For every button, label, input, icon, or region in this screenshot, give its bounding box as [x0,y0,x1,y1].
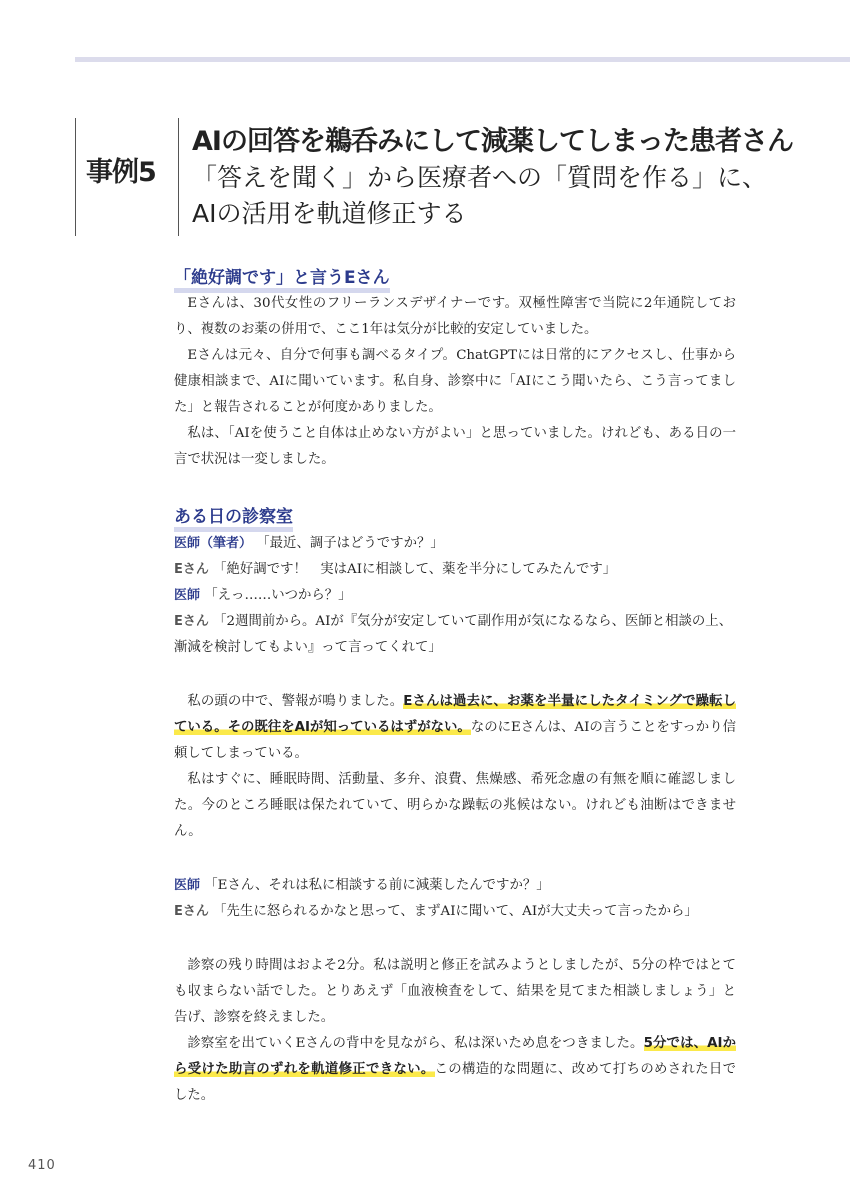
section-heading-text: 「絶好調です」と言うEさん [174,268,390,293]
case-label: 事例5 [86,157,156,188]
dialog-text: 「最近、調子はどうですか？」 [256,536,444,551]
dialog-block [174,531,736,661]
dialog-line [174,609,736,661]
case-left-rule [75,118,76,236]
dialog-text: 「2週間前から。AIが『気分が安定していて副作用が気になるなら、医師と相談の上、漸減を検討してもよい』って言ってくれて」 [174,614,733,655]
text-run: この構造的な問題に、改めて打ちのめされた日でした。 [174,1062,737,1103]
speaker-label: Eさん [174,562,209,577]
speaker-label: 医師（筆者） [174,536,253,551]
case-subtitle-line: AIの活用を軌道修正する [192,199,467,228]
paragraph: 診察の残り時間はおよそ2分。私は説明と修正を試みようとしましたが、5分の枠ではとても収まらない話でした。とりあえず「血液検査をして、結果を見てまた相談しましょう」と告げ、診察を終えました。 [174,958,736,1025]
speaker-label: Eさん [174,904,209,919]
text-run: なのにEさんは、AIの言うことをすっかり信頼してしまっている。 [174,720,736,761]
case-subtitle-line: 「答えを聞く」から医療者への「質問を作る」に、 [192,163,768,192]
highlighted-text: Eさんは過去に、お薬を半量にしたタイミングで躁転している。その既往をAIが知っているはずがない。 [174,694,737,735]
dialog-block [174,873,736,925]
speaker-label: 医師 [174,588,201,603]
paragraph: Eさんは、30代女性のフリーランスデザイナーです。双極性障害で当院に2年通院しており、複数のお薬の併用で、ここ1年は気分が比較的安定していました。 [174,296,736,337]
dialog-line [174,583,736,609]
dialog-line [174,873,736,899]
top-rule [75,57,850,62]
paragraph: 私はすぐに、睡眠時間、活動量、多弁、浪費、焦燥感、希死念慮の有無を順に確認しました。今のところ睡眠は保たれていて、明らかな躁転の兆候はない。けれども油断はできません。 [174,772,736,839]
paragraph: 私は、「AIを使うこと自体は止めない方がよい」と思っていました。けれども、ある日の一言で状況は一変しました。 [174,426,736,467]
paragraph: Eさんは元々、自分で何事も調べるタイプ。ChatGPTには日常的にアクセスし、仕事から健康相談まで、AIに聞いています。私自身、診察中に「AIにこう聞いたら、こう言ってました」と報告されることが何度かありました。 [174,348,736,415]
case-divider [178,118,179,236]
dialog-text: 「Eさん、それは私に相談する前に減薬したんですか？」 [204,878,550,893]
text-run: 診察室を出ていくEさんの背中を見ながら、私は深いため息をつきました。 [187,1036,644,1051]
dialog-text: 「えっ……いつから？」 [204,588,352,603]
section-heading [174,502,293,527]
speaker-label: Eさん [174,614,209,629]
section-body [174,953,736,1109]
case-subtitle [192,160,842,232]
dialog-line [174,531,736,557]
paragraph [174,1031,736,1109]
dialog-text: 「先生に怒られるかなと思って、まずAIに聞いて、AIが大丈夫って言ったから」 [213,904,698,919]
section-heading [174,263,390,288]
dialog-line [174,899,736,925]
speaker-label: 医師 [174,878,201,893]
section-body [174,291,736,473]
dialog-text: 「絶好調です！ 実はAIに相談して、薬を半分にしてみたんです」 [213,562,617,577]
paragraph [174,689,736,767]
case-title: AIの回答を鵜呑みにして減薬してしまった患者さん [192,126,793,157]
section-body [174,689,736,845]
text-run: 私の頭の中で、警報が鳴りました。 [187,694,404,709]
page-number: 410 [28,1158,56,1173]
dialog-line [174,557,736,583]
section-heading-text: ある日の診察室 [174,507,293,532]
highlighted-text: 5分では、AIから受けた助言のずれを軌道修正できない。 [174,1036,736,1077]
